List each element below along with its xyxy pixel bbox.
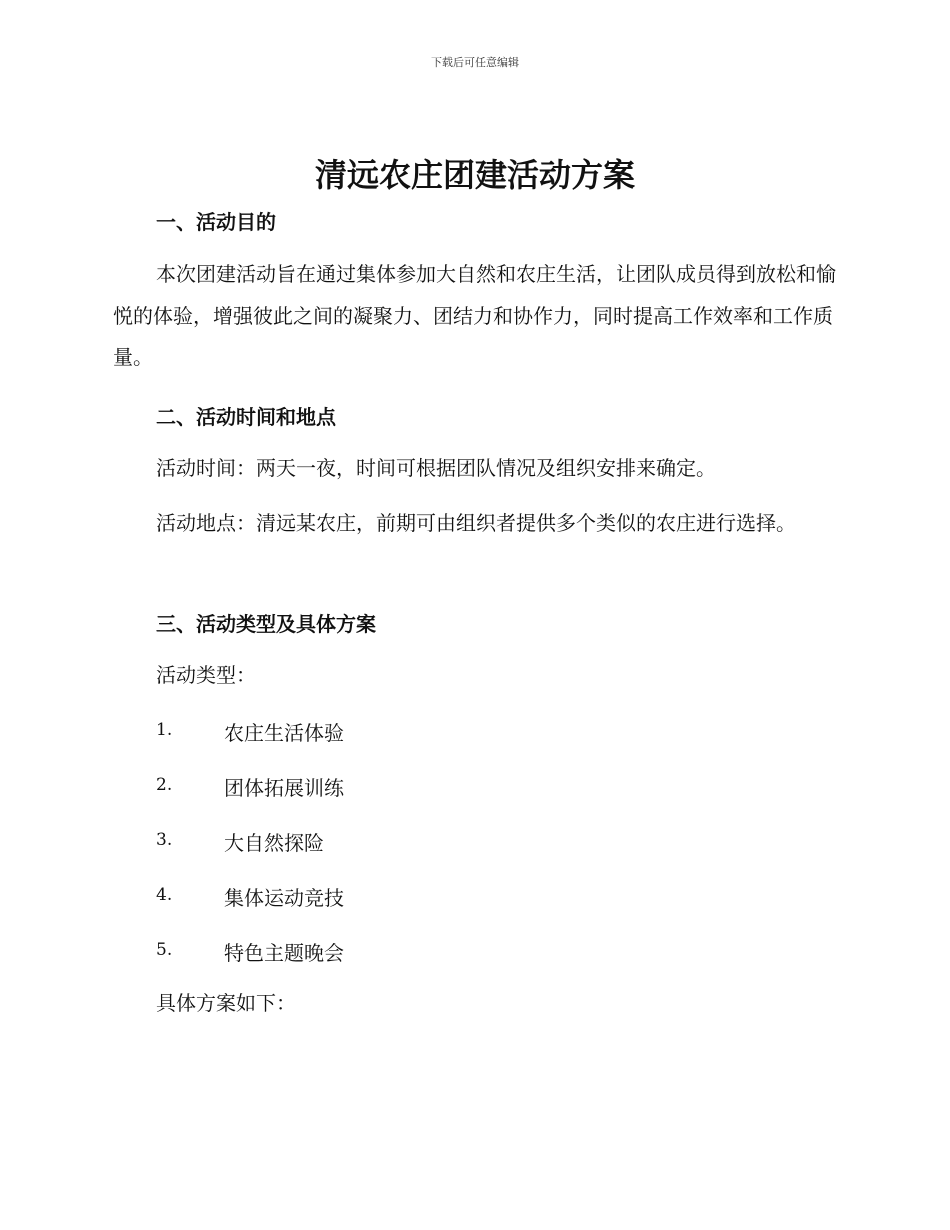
page-header-note: 下载后可任意编辑 [431,56,519,69]
list-item-number: 5. [156,940,173,960]
section-heading-time-place: 二、活动时间和地点 [156,405,336,429]
list-item-number: 2. [156,775,173,795]
list-item-number: 4. [156,885,173,905]
list-item-text: 团体拓展训练 [224,776,344,800]
purpose-paragraph: 本次团建活动旨在通过集体参加大自然和农庄生活，让团队成员得到放松和愉悦的体验，增强彼此之间的凝聚力、团结力和协作力，同时提高工作效率和工作质量。 [113,262,836,369]
section-heading-types-plan: 三、活动类型及具体方案 [156,612,376,636]
activity-time-paragraph: 活动时间：两天一夜，时间可根据团队情况及组织安排来确定。 [156,456,716,480]
activity-types-label: 活动类型： [156,663,256,687]
list-item-number: 1. [156,720,173,740]
document-title: 清远农庄团建活动方案 [314,156,635,194]
section-heading-purpose: 一、活动目的 [156,210,276,234]
list-item-text: 农庄生活体验 [224,721,344,745]
activity-place-paragraph: 活动地点：清远某农庄，前期可由组织者提供多个类似的农庄进行选择。 [156,511,796,535]
plan-details-label: 具体方案如下： [156,991,296,1015]
list-item-text: 集体运动竞技 [224,886,344,910]
list-item-text: 特色主题晚会 [224,941,344,965]
list-item-text: 大自然探险 [224,831,324,855]
list-item-number: 3. [156,830,173,850]
